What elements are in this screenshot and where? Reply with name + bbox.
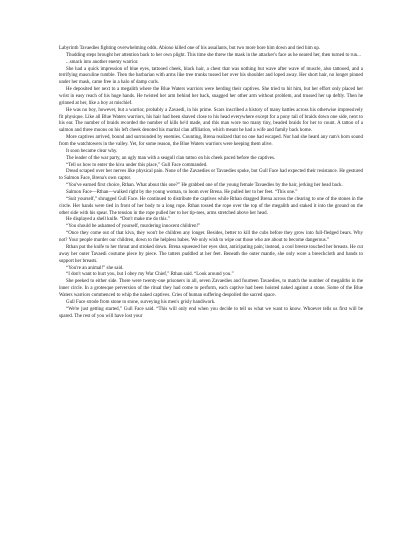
paragraph: She peeked to either side. There were twenty-one prisoners in all, seven Zavaedies and fourteen Tavaedies, to match the number of megaliths in the inner circle. In a grotesque perversion of the ritual they had come to perform, each captive had been hoisted naked against a stone. Some of the Blue Waters warriors commenced to whip the naked captives. Cries of human suffering despoiled the sacred space. [59, 279, 363, 298]
paragraph: He deposited her next to a megalith where the Blue Waters warriors were herding their captives. She tried to hit him, but her effort only placed her wrist in easy reach of his huge hands. He twisted her arm behind her back, snagged her other arm without problem, and trussed her up deftly. Then he grinned at her, like a boy at mischief. [59, 87, 363, 106]
paragraph: ...smack into another enemy warrior. [66, 59, 139, 65]
body-text [59, 46, 363, 320]
paragraph: “You're an animal!” she said. [66, 265, 124, 271]
paragraph: “You've earned first choice, Rthan. What about this one?” He grabbed one of the young female Tavaedies by the hair, jerking her head back. [66, 183, 343, 189]
paragraph: “You should be ashamed of yourself, murdering innocent children!” [66, 224, 201, 230]
paragraph: Salmon Face—Rthan—walked right by the young woman, to loom over Brena. He pulled her to her feet. “This one.” [66, 190, 298, 196]
paragraph: He displayed a shell knife. “Don't make me do this.” [66, 217, 170, 223]
paragraph: Dread scraped over her nerves like physical pain. None of the Zavaedies or Tavaedies spoke, but Gull Face had expected their resistance. He gestured to Salmon Face, Brena's own captor. [59, 169, 363, 182]
paragraph: More captives arrived, bound and surrounded by enemies. Counting, Brena realized that no one had escaped. Nor had she heard any ram's horn sound from the watchtowers in the valley. Yet, for some reason, the Blue Waters warriors were keeping them alive. [59, 135, 363, 148]
paragraph: Labyrinth Tavaedies fighting overwhelming odds. Abiono killed one of his assailants, but two more bore him down and tied him up. [59, 46, 321, 51]
paragraph: “Tell us how to enter the kiva under this place,” Gull Face commanded. [66, 162, 208, 168]
paragraph: He was no boy, however, but a warrior, probably a Zavaedi, in his prime. Scars inscribed a history of many battles across his otherwise impressively fit physique. Like all Blue Waters warriors, his hair had been shaved close to his head everywhere except for a pony tail of braids down one side, next to his ear. The number of braids recorded the number of kills he'd made, and this man wore too many tiny, beaded braids for her to count. A tattoo of a salmon and three moons on his left cheek denoted his marital clan affiliation, which meant he had a wife and family back home. [59, 107, 363, 134]
paragraph: “Once they come out of that kiva, they won't be children any longer. Besides, better to kill the cubs before they grow into full-fledged bears. Why not? Your people murder our children, down to the helpless babes. We only wish to wipe out those who are about to become dangerous.” [59, 231, 363, 244]
paragraph: “We're just getting started,” Gull Face said. “This will only end when you decide to tell us what we want to know. Whoever tells us first will be spared. The rest of you will have lost your [59, 306, 363, 319]
paragraph: She had a quick impression of blue eyes, tattooed cheek, black hair, a chest that was nothing but wave after wave of muscle, also tattooed, and a terrifying masculine rumble. Then the barbarian with arms like tree trunks tossed her over his shoulder and loped away. Her short hair, no longer pinned under her mask, came free in a halo of damp curls. [59, 66, 363, 86]
paragraph: It soon became clear why. [66, 148, 118, 154]
paragraph: The leader of the war party, an ugly man with a seagull clan tattoo on his cheek paced before the captives. [66, 155, 276, 161]
paragraph: Gull Face strode from stone to stone, surveying his men's grisly handiwork. [66, 299, 216, 305]
paragraph: Thudding steps brought her attention back to her own plight. This time she threw the mask in the attacker's face as he neared her, then turned to run... [66, 52, 361, 58]
paragraph: “Suit yourself,” shrugged Gull Face. He continued to distribute the captives while Rthan dragged Brena across the clearing to one of the stones in the circle. Her hands were tied in front of her body to a long rope. Rthan tossed the rope over the top of the megalith and staked it into the ground on the other side with his spear. The tension in the rope pulled her to her tip-toes, arms stretched above her head. [59, 196, 363, 216]
paragraph: “I don't want to hurt you, but I obey my War Chief,” Rthan said. “Look around you.” [66, 272, 234, 278]
paragraph: Rthan put the knife to her throat and stroked down. Brena squeezed her eyes shut, anticipating pain; instead, a cool breeze touched her breasts. He cut away her outer Tavaedi costume piece by piece. The tatters puddled at her feet. Beneath the outer mantle, she only wore a breechcloth and bands to support her breasts. [59, 244, 363, 264]
